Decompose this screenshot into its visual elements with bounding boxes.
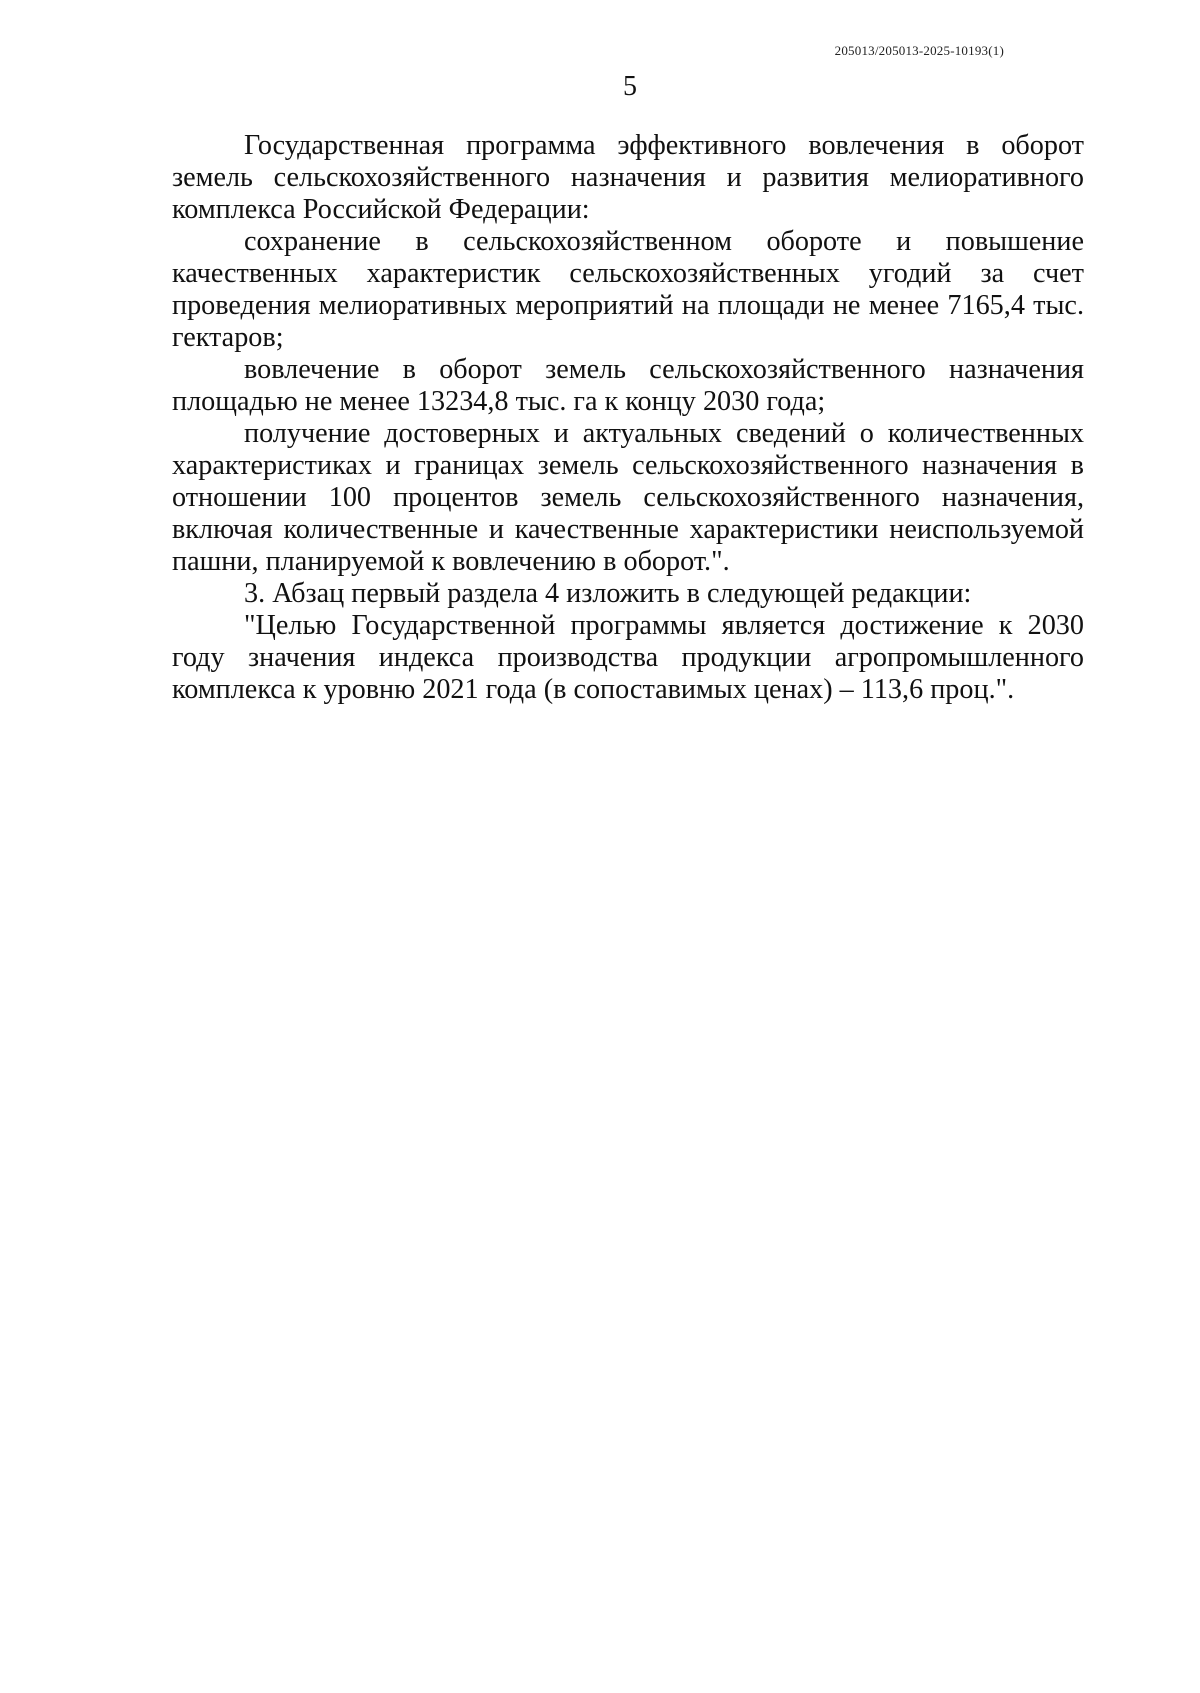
paragraph-land-preservation: сохранение в сельскохозяйственном обороте и повышение качественных характеристик сельскохозяйственных угодий за счет проведения мелиоративных мероприятий на площади не менее 7165,4 тыс. гектаров;	[172, 226, 1084, 353]
paragraph-program-title: Государственная программа эффективного вовлечения в оборот земель сельскохозяйственного назначения и развития мелиоративного комплекса Российской Федерации:	[172, 130, 1084, 225]
paragraph-program-goal: "Целью Государственной программы является достижение к 2030 году значения индекса производства продукции агропромышленного комплекса к уровню 2021 года (в сопоставимых ценах) – 113,6 проц.".	[172, 610, 1084, 705]
document-id: 205013/205013-2025-10193(1)	[834, 43, 1004, 58]
document-body	[172, 130, 1084, 706]
paragraph-land-information: получение достоверных и актуальных сведений о количественных характеристиках и границах земель сельскохозяйственного назначения в отношении 100 процентов земель сельскохозяйственного назначения, включая количественные и качественные характеристики неиспользуемой пашни, планируемой к вовлечению в оборот.".	[172, 418, 1084, 577]
paragraph-section-amendment: 3. Абзац первый раздела 4 изложить в следующей редакции:	[244, 578, 972, 609]
page-number: 5	[623, 71, 637, 102]
paragraph-land-involvement: вовлечение в оборот земель сельскохозяйственного назначения площадью не менее 13234,8 тыс. га к концу 2030 года;	[172, 354, 1084, 417]
